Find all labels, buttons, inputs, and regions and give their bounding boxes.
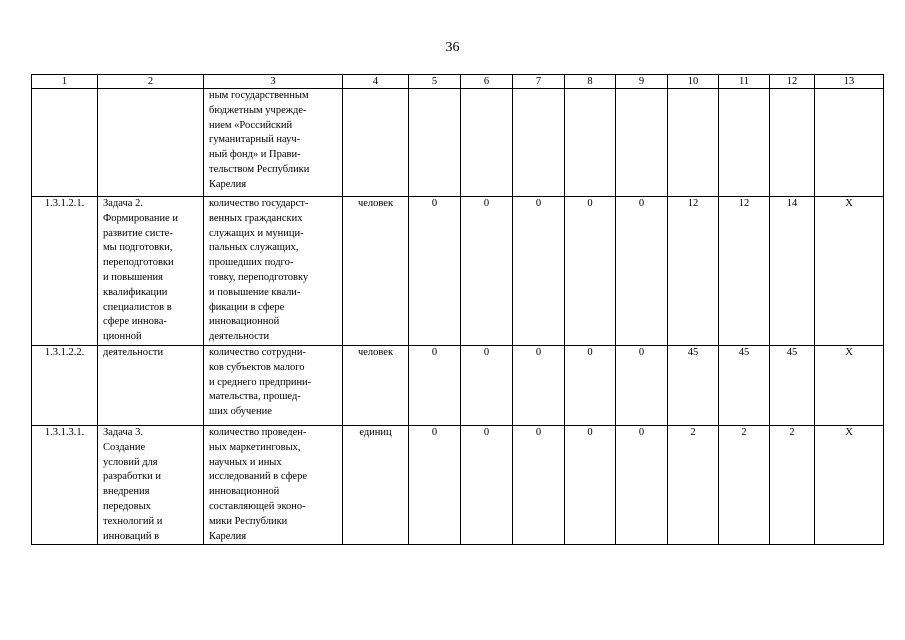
value-cell: 0: [409, 425, 461, 544]
indicator-line: товку, переподготовку: [209, 271, 309, 283]
task-line: условий для: [103, 456, 158, 468]
indicator-line: прошедших подго-: [209, 257, 294, 269]
indicator-line: количество проведен-: [209, 426, 307, 438]
task-line: сфере иннова-: [103, 316, 167, 328]
unit-cell: человек: [343, 345, 409, 425]
task-line: квалификации: [103, 286, 168, 298]
task-line: специалистов в: [103, 301, 172, 313]
value-cell: 2: [719, 425, 770, 544]
page-number: 36: [445, 40, 460, 55]
value-cell: 0: [461, 345, 513, 425]
indicator-line: ших обучение: [209, 406, 272, 418]
indicator-line: Карелия: [209, 530, 247, 542]
column-header: 12: [770, 75, 815, 89]
value-cell: 0: [565, 425, 616, 544]
value-cell: [770, 89, 815, 197]
value-cell: [668, 89, 719, 197]
task-line: передовых: [103, 500, 151, 512]
value-cell: 0: [409, 345, 461, 425]
column-header: 1: [32, 75, 98, 89]
unit-cell: единиц: [343, 425, 409, 544]
task-cell: [98, 197, 204, 346]
task-line: ционной: [103, 331, 142, 343]
value-cell: [513, 89, 565, 197]
value-cell: 45: [668, 345, 719, 425]
indicator-cell: [204, 197, 343, 346]
column-header: 10: [668, 75, 719, 89]
indicator-line: Карелия: [209, 178, 247, 190]
indicator-line: бюджетным учрежде-: [209, 104, 307, 116]
value-cell: [616, 89, 668, 197]
column-header: 3: [204, 75, 343, 89]
value-cell: 2: [770, 425, 815, 544]
value-cell: 12: [719, 197, 770, 346]
indicator-cell: [204, 345, 343, 425]
indicator-line: ный фонд» и Прави-: [209, 149, 301, 161]
task-cell: [98, 425, 204, 544]
table-row: [32, 89, 884, 197]
column-header: 11: [719, 75, 770, 89]
row-code: 1.3.1.2.2.: [32, 345, 98, 425]
value-cell: 0: [409, 197, 461, 346]
row-code: 1.3.1.3.1.: [32, 425, 98, 544]
indicator-line: пальных служащих,: [209, 242, 299, 254]
column-header: 8: [565, 75, 616, 89]
value-cell: [815, 89, 884, 197]
column-header: 7: [513, 75, 565, 89]
indicator-line: деятельности: [209, 331, 270, 343]
value-cell: [461, 89, 513, 197]
indicator-line: и повышение квали-: [209, 286, 301, 298]
task-cell: [98, 345, 204, 425]
task-line: Формирование и: [103, 212, 179, 224]
indicator-line: ных маркетинговых,: [209, 441, 301, 453]
indicator-line: тельством Республики: [209, 163, 310, 175]
value-cell: 0: [461, 425, 513, 544]
task-line: и повышения: [103, 271, 163, 283]
value-cell: 45: [770, 345, 815, 425]
task-line: Создание: [103, 441, 146, 453]
task-line: Задача 2.: [103, 198, 143, 209]
indicator-line: венных гражданских: [209, 212, 303, 224]
value-cell: 0: [616, 425, 668, 544]
indicator-line: гуманитарный науч-: [209, 134, 301, 146]
unit-cell: [343, 89, 409, 197]
value-cell: X: [815, 345, 884, 425]
value-cell: 0: [513, 197, 565, 346]
value-cell: 0: [565, 345, 616, 425]
indicator-line: научных и иных: [209, 456, 282, 468]
task-line: внедрения: [103, 486, 150, 498]
value-cell: X: [815, 425, 884, 544]
indicator-line: составляющей эконо-: [209, 500, 306, 512]
column-number-row: [32, 75, 884, 89]
row-code: 1.3.1.2.1.: [32, 197, 98, 346]
value-cell: 14: [770, 197, 815, 346]
indicator-line: количество государст-: [209, 198, 309, 209]
value-cell: 45: [719, 345, 770, 425]
row-code: [32, 89, 98, 197]
value-cell: 0: [616, 345, 668, 425]
task-line: мы подготовки,: [103, 242, 173, 254]
value-cell: 0: [461, 197, 513, 346]
unit-cell: человек: [343, 197, 409, 346]
table-row: [32, 425, 884, 544]
indicator-line: количество сотрудни-: [209, 346, 307, 358]
indicator-line: нием «Российский: [209, 119, 293, 131]
indicator-line: и среднего предприни-: [209, 376, 312, 388]
indicator-line: мательства, прошед-: [209, 391, 301, 403]
table-row: [32, 345, 884, 425]
column-header: 4: [343, 75, 409, 89]
indicator-cell: [204, 89, 343, 197]
column-header: 5: [409, 75, 461, 89]
indicator-line: инновационной: [209, 316, 280, 328]
indicator-line: ков субъектов малого: [209, 361, 305, 373]
task-line: инноваций в: [103, 530, 160, 542]
column-header: 2: [98, 75, 204, 89]
value-cell: 2: [668, 425, 719, 544]
value-cell: [719, 89, 770, 197]
indicator-line: исследований в сфере: [209, 471, 308, 483]
indicators-table: [31, 74, 884, 545]
task-line: переподготовки: [103, 257, 174, 269]
indicator-line: ным государственным: [209, 90, 309, 101]
indicator-line: мики Республики: [209, 515, 288, 527]
value-cell: 0: [513, 345, 565, 425]
task-cell: [98, 89, 204, 197]
column-header: 13: [815, 75, 884, 89]
task-line: деятельности: [103, 346, 164, 358]
task-line: развитие систе-: [103, 227, 173, 239]
value-cell: 0: [513, 425, 565, 544]
task-line: Задача 3.: [103, 426, 143, 438]
indicator-line: фикации в сфере: [209, 301, 285, 313]
value-cell: X: [815, 197, 884, 346]
column-header: 9: [616, 75, 668, 89]
indicator-line: инновационной: [209, 486, 280, 498]
indicator-line: служащих и муници-: [209, 227, 304, 239]
indicator-cell: [204, 425, 343, 544]
value-cell: 0: [616, 197, 668, 346]
value-cell: [565, 89, 616, 197]
task-line: технологий и: [103, 515, 163, 527]
value-cell: [409, 89, 461, 197]
value-cell: 0: [565, 197, 616, 346]
value-cell: 12: [668, 197, 719, 346]
column-header: 6: [461, 75, 513, 89]
task-line: разработки и: [103, 471, 161, 483]
table-row: [32, 197, 884, 346]
